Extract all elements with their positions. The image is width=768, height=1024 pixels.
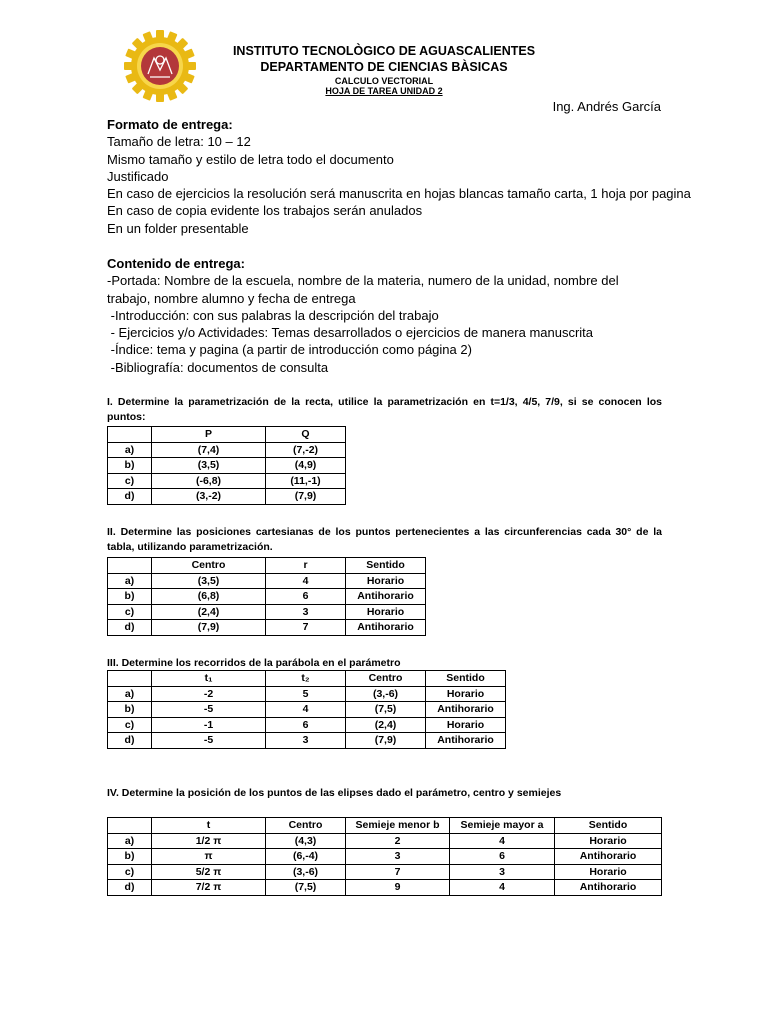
table-cell: d) [108,733,152,749]
table-cell: Horario [346,604,426,620]
table-row [108,604,426,620]
question-1-table [107,426,346,505]
table-cell: 5/2 π [152,864,266,880]
table-row [108,686,506,702]
table-header-row [108,427,346,443]
table-cell: 9 [346,880,450,896]
table-header-cell [108,427,152,443]
question-4-text: IV. Determine la posición de los puntos de las elipses dado el parámetro, centro y semiejes [107,787,562,799]
table-cell: 6 [266,589,346,605]
table-cell: c) [108,473,152,489]
format-line: En un folder presentable [107,220,249,236]
table-row [108,864,662,880]
table-row [108,442,346,458]
table-cell: (11,-1) [266,473,346,489]
table-header-cell: Centro [346,671,426,687]
table-header-cell: Semieje mayor a [450,818,555,834]
table-cell: b) [108,849,152,865]
table-row [108,717,506,733]
table-header-cell [108,558,152,574]
table-row [108,573,426,589]
table-row [108,620,426,636]
table-cell: Horario [555,864,662,880]
table-cell: 4 [450,880,555,896]
table-cell: Horario [426,686,506,702]
table-cell: Horario [426,717,506,733]
table-row [108,589,426,605]
table-cell: (3,-6) [266,864,346,880]
table-cell: d) [108,620,152,636]
table-cell: (7,-2) [266,442,346,458]
table-cell: -5 [152,702,266,718]
table-cell: π [152,849,266,865]
table-cell: a) [108,833,152,849]
table-cell: -2 [152,686,266,702]
table-cell: 6 [266,717,346,733]
table-header-cell: Sentido [555,818,662,834]
table-header-cell: t₁ [152,671,266,687]
table-cell: c) [108,717,152,733]
content-line: -Bibliografía: documentos de consulta [107,359,329,375]
content-line: -Índice: tema y pagina (a partir de introducción como página 2) [107,342,472,358]
institute-name: INSTITUTO TECNOLÒGICO DE AGUASCALIENTES [232,44,536,58]
table-header-cell: t₂ [266,671,346,687]
table-cell: Antihorario [555,880,662,896]
table-cell: 6 [450,849,555,865]
table-header-cell: Q [266,427,346,443]
format-section [107,116,691,237]
table-cell: Horario [346,573,426,589]
table-cell: Antihorario [346,589,426,605]
table-cell: (3,-2) [152,489,266,505]
question-3-text: III. Determine los recorridos de la parábola en el parámetro [107,657,401,669]
table-cell: d) [108,880,152,896]
table-cell: (7,5) [266,880,346,896]
format-title: Formato de entrega: [107,117,233,132]
table-cell: (2,4) [346,717,426,733]
table-header-row [108,818,662,834]
table-cell: 7 [346,864,450,880]
table-cell: -5 [152,733,266,749]
content-line: - Ejercicios y/o Actividades: Temas desarrollados o ejercicios de manera manuscrita [107,325,594,341]
format-line: Mismo tamaño y estilo de letra todo el documento [107,151,394,167]
table-cell: (3,5) [152,573,266,589]
table-cell: (4,9) [266,458,346,474]
table-cell: 3 [266,733,346,749]
table-cell: (-6,8) [152,473,266,489]
table-cell: a) [108,686,152,702]
table-header-cell: P [152,427,266,443]
table-header-cell: Semieje menor b [346,818,450,834]
table-cell: Horario [555,833,662,849]
question-2-table [107,557,426,636]
table-cell: Antihorario [426,702,506,718]
table-cell: (7,9) [152,620,266,636]
content-section [107,255,667,376]
table-cell: Antihorario [555,849,662,865]
table-row [108,489,346,505]
table-cell: b) [108,458,152,474]
table-cell: 7 [266,620,346,636]
course-name: CALCULO VECTORIAL [334,76,434,86]
table-cell: (7,9) [346,733,426,749]
table-cell: (7,5) [346,702,426,718]
format-line: En caso de copia evidente los trabajos serán anulados [107,203,423,219]
table-header-cell: Sentido [426,671,506,687]
table-header-cell: t [152,818,266,834]
table-cell: (3,-6) [346,686,426,702]
table-cell: 5 [266,686,346,702]
table-cell: Antihorario [346,620,426,636]
table-cell: a) [108,442,152,458]
table-cell: b) [108,702,152,718]
table-cell: 3 [346,849,450,865]
table-row [108,733,506,749]
format-line: En caso de ejercicios la resolución será manuscrita en hojas blancas tamaño carta, 1 hoja por pagina [107,186,691,202]
table-header-cell: Sentido [346,558,426,574]
table-cell: a) [108,573,152,589]
table-row [108,833,662,849]
question-4-table [107,817,662,896]
table-header-row [108,671,506,687]
table-cell: (3,5) [152,458,266,474]
table-row [108,702,506,718]
question-1-text: I. Determine la parametrización de la recta, utilice la parametrización en t=1/3, 4/5, 7/9, si se conocen los puntos: [107,396,662,423]
table-cell: 4 [266,573,346,589]
content-line: -Portada: Nombre de la escuela, nombre de la materia, numero de la unidad, nombre del trabajo, nombre alumno y fecha de entrega [107,273,619,306]
table-row [108,880,662,896]
table-cell: c) [108,864,152,880]
table-cell: (4,3) [266,833,346,849]
table-header-cell [108,818,152,834]
table-cell: (7,4) [152,442,266,458]
format-line: Justificado [107,168,169,184]
table-row [108,473,346,489]
content-title: Contenido de entrega: [107,256,245,271]
format-line: Tamaño de letra: 10 – 12 [107,134,251,150]
question-3-table [107,670,506,749]
table-header-cell: Centro [152,558,266,574]
table-cell: 4 [266,702,346,718]
table-cell: 1/2 π [152,833,266,849]
table-cell: 3 [450,864,555,880]
table-cell: 4 [450,833,555,849]
author-name: Ing. Andrés García [552,99,661,114]
table-cell: 7/2 π [152,880,266,896]
table-cell: Antihorario [426,733,506,749]
question-2-text: II. Determine las posiciones cartesianas de los puntos pertenecientes a las circunferencias cada 30° de la tabla, utilizando parametrización. [107,526,662,553]
table-cell: c) [108,604,152,620]
table-row [108,849,662,865]
table-header-cell [108,671,152,687]
table-cell: (2,4) [152,604,266,620]
table-cell: 2 [346,833,450,849]
table-cell: d) [108,489,152,505]
department-name: DEPARTAMENTO DE CIENCIAS BÀSICAS [260,60,508,74]
table-cell: -1 [152,717,266,733]
table-cell: (7,9) [266,489,346,505]
table-row [108,458,346,474]
table-cell: b) [108,589,152,605]
table-header-row [108,558,426,574]
content-line: -Introducción: con sus palabras la descripción del trabajo [107,307,439,323]
table-cell: (6,8) [152,589,266,605]
sheet-title: HOJA DE TAREA UNIDAD 2 [325,86,443,96]
table-header-cell: Centro [266,818,346,834]
table-cell: (6,-4) [266,849,346,865]
table-cell: 3 [266,604,346,620]
table-header-cell: r [266,558,346,574]
